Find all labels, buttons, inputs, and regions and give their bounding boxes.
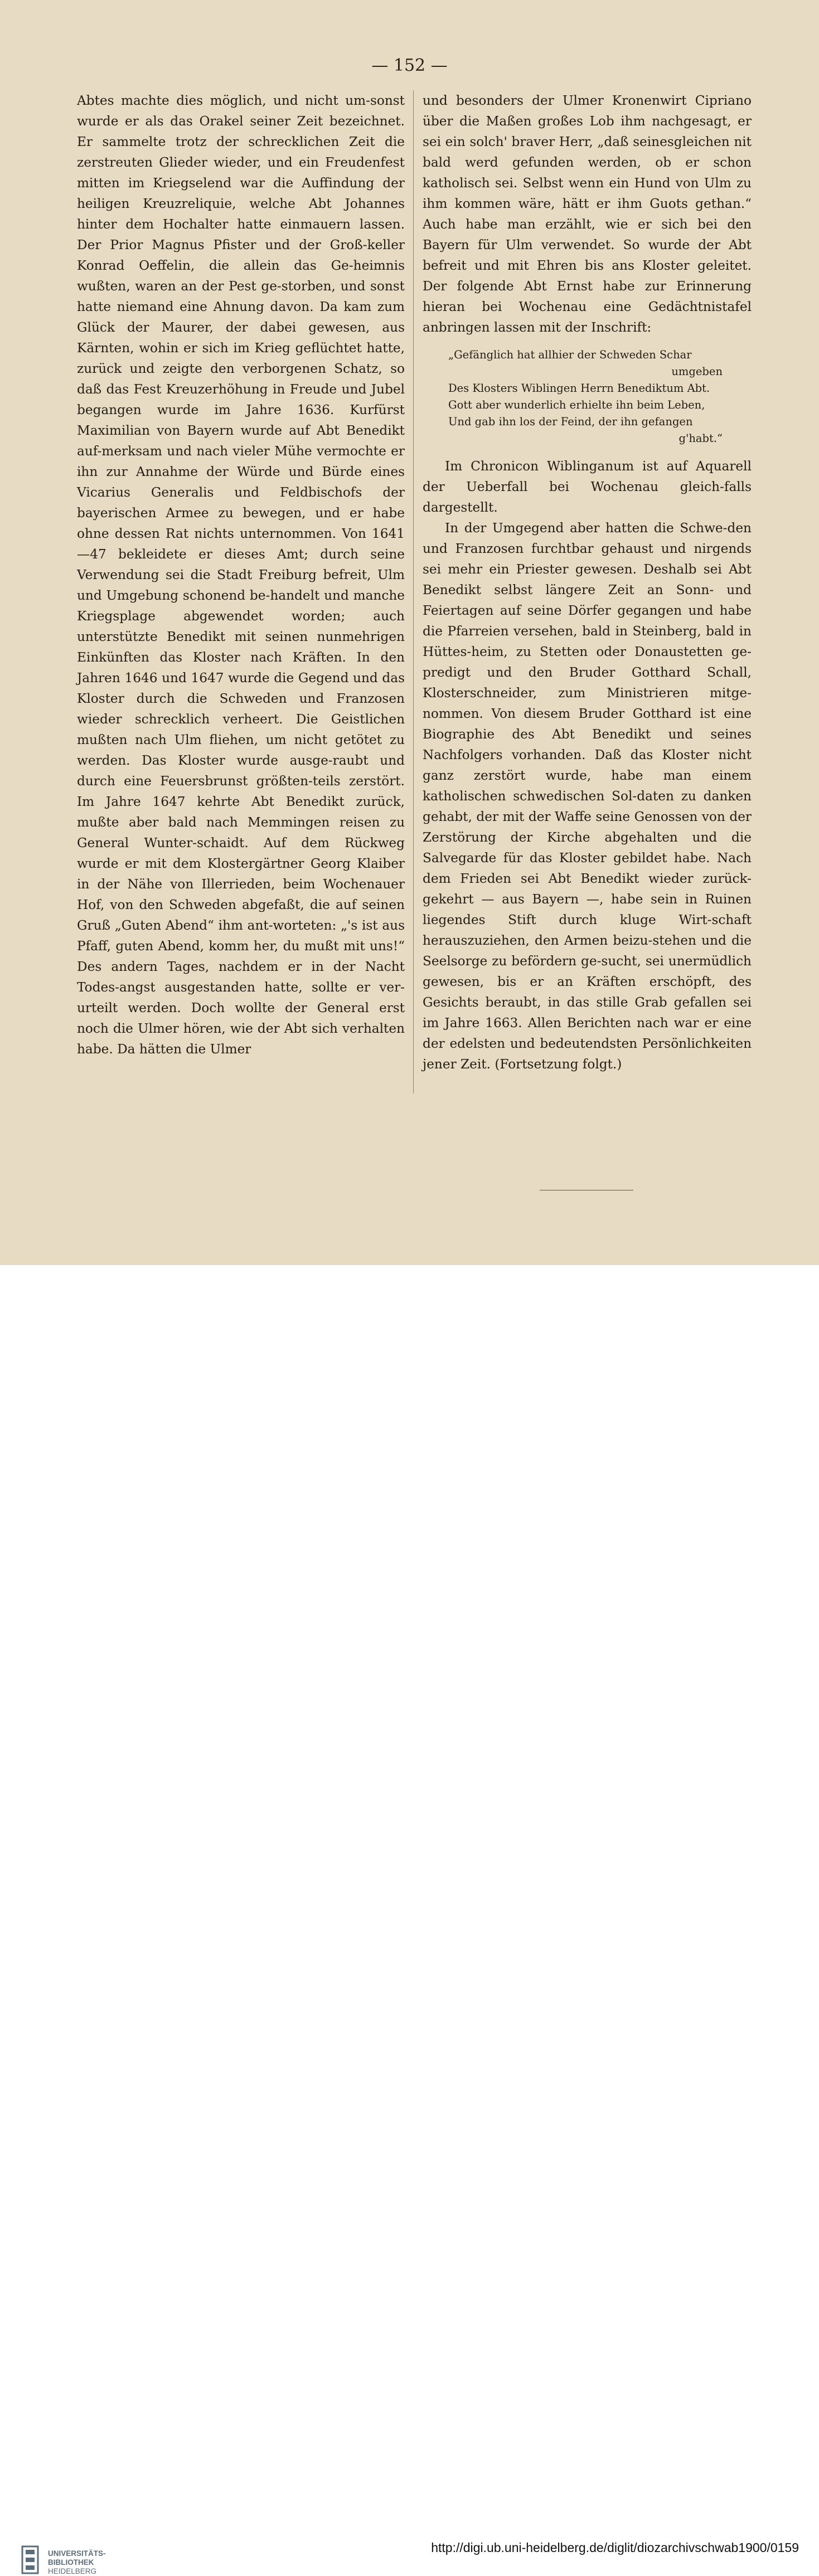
footer [0,1265,819,2575]
scanned-page [0,0,819,1265]
right-paragraph-main: In der Umgegend aber hatten die Schwe-den und Franzosen furchtbar gehaust und nirgends sei mehr ein Priester gewesen. Deshalb sei Abt Benedikt selbst längere Zeit an Sonn- und Feiertagen auf seine Dörfer gegangen und habe die Pfarreien versehen, bald in Steinberg, bald in Hüttes-heim, zu Stetten oder Donaustetten ge-predigt und den Bruder Gotthard Schall, Klosterschneider, zum Ministrieren mitge-nommen. Von diesem Bruder Gotthard ist eine Biographie des Abt Benedikt und seines Nachfolgers vorhanden. Daß das Kloster nicht ganz zerstört wurde, habe man einem katholischen schwedischen Sol-daten zu danken gehabt, der mit der Waffe seine Genossen von der Zerstörung der Kirche abgehalten und die Salvegarde für das Kloster gebildet habe. Nach dem Frieden sei Abt Benedikt wieder zurück-gekehrt — aus Bayern —, habe sein in Ruinen liegendes Stift durch kluge Wirt-schaft herauszuziehen, den Armen beizu-stehen und die Seelsorge zu befördern ge-sucht, sei unermüdlich gewesen, bis er an Kräften erschöpft, des Gesichts beraubt, in das stille Grab gefallen sei im Jahre 1663. Allen Berichten nach war er eine der edelsten und bedeutendsten Persönlichkeiten jener Zeit. (Fortsetzung folgt.) [423,521,752,1072]
verse-line: Des Klosters Wiblingen Herrn Benediktum Abt. [448,382,710,395]
left-paragraph: Abtes machte dies möglich, und nicht um-sonst wurde er als das Orakel seiner Zeit bezeichnet. Er sammelte trotz der schrecklichen Zeit die zerstreuten Glieder wieder, und ein Freudenfest mitten im Kriegselend war die Auffindung der heiligen Kreuzreliquie, welche Abt Johannes hinter dem Hochalter hatte einmauern lassen. Der Prior Magnus Pfister und der Groß-keller Konrad Oeffelin, die allein das Ge-heimnis wußten, waren an der Pest ge-storben, und sonst hatte niemand eine Ahnung davon. Da kam zum Glück der Maurer, der dabei gewesen, aus Kärnten, wohin er sich im Krieg geflüchtet hatte, zurück und zeigte den verborgenen Schatz, so daß das Fest Kreuzerhöhung in Freude und Jubel begangen wurde im Jahre 1636. Kurfürst Maximilian von Bayern wurde auf Abt Benedikt auf-merksam und nach vieler Mühe vermochte er ihn zur Annahme der Würde und Bürde eines Vicarius Generalis und Feldbischofs der bayerischen Armee zu bewegen, und er habe ohne dessen Rat nichts unternommen. Von 1641—47 bekleidete er dieses Amt; durch seine Verwendung sei die Stadt Freiburg befreit, Ulm und Umgebung schonend be-handelt und manche Kriegsplage abgewendet worden; auch unterstützte Benedikt mit seinen nunmehrigen Einkünften das Kloster nach Kräften. In den Jahren 1646 und 1647 wurde die Gegend und das Kloster durch die Schweden und Franzosen wieder schrecklich verheert. Die Geistlichen mußten nach Ulm fliehen, um nicht getötet zu werden. Das Kloster wurde ausge-raubt und durch eine Feuersbrunst größten-teils zerstört. Im Jahre 1647 kehrte Abt Benedikt zurück, mußte aber bald nach Memmingen reisen zu General Wunter-schaidt. Auf dem Rückweg wurde er mit dem Klostergärtner Georg Klaiber in der Nähe von Illerrieden, beim Wochenauer Hof, von den Schweden abgefaßt, die auf seinen Gruß „Guten Abend“ ihm ant-worteten: „'s ist aus Pfaff, guten Abend, komm her, du mußt mit uns!“ Des andern Tages, nachdem er in der Nacht Todes-angst ausgestanden hatte, sollte er ver-urteilt werden. Doch wollte der General erst noch die Ulmer hören, wie der Abt sich verhalten habe. Da hätten die Ulmer [77,93,405,1057]
library-logo-icon [21,2545,39,2574]
right-column [423,90,752,1075]
verse-line: g'habt.“ [679,432,723,445]
library-line: BIBLIOTHEK [48,2558,94,2567]
right-paragraph-chronicon: Im Chronicon Wiblinganum ist auf Aquarell der Ueberfall bei Wochenau gleich-falls dargestellt. [423,459,752,515]
verse-line: umgeben [671,365,723,378]
library-name [48,2549,106,2576]
library-line: HEIDELBERG [48,2567,97,2575]
page-number: — 152 — [371,56,448,75]
verse-line: Und gab ihn los der Feind, der ihn gefangen [448,415,693,428]
source-url-link[interactable]: http://digi.ub.uni-heidelberg.de/diglit/diozarchivschwab1900/0159 [431,2540,799,2555]
library-line: UNIVERSITÄTS- [48,2549,106,2558]
verse-line: Gott aber wunderlich erhielte ihn beim Leben, [448,398,705,411]
verse-line: „Gefänglich hat allhier der Schweden Schar [448,348,692,361]
left-column [77,90,405,1059]
right-paragraph-intro: und besonders der Ulmer Kronenwirt Cipriano über die Maßen großes Lob ihm nachgesagt, er sei ein solch' braver Herr, „daß seinesgleichen nit bald werd gefunden werden, ob er schon katholisch sei. Selbst wenn ein Hund von Ulm zu ihm kommen wäre, hätt er ihm Guots gethan.“ Auch habe man erzählt, wie er sich bei den Bayern für Ulm verwendet. So wurde der Abt befreit und mit Ehren bis ans Kloster geleitet. Der folgende Abt Ernst habe zur Erinnerung hieran bei Wochenau eine Gedächtnistafel anbringen lassen mit der Inschrift: [423,93,752,335]
column-divider [413,90,414,1093]
inscription-verse [448,347,738,447]
